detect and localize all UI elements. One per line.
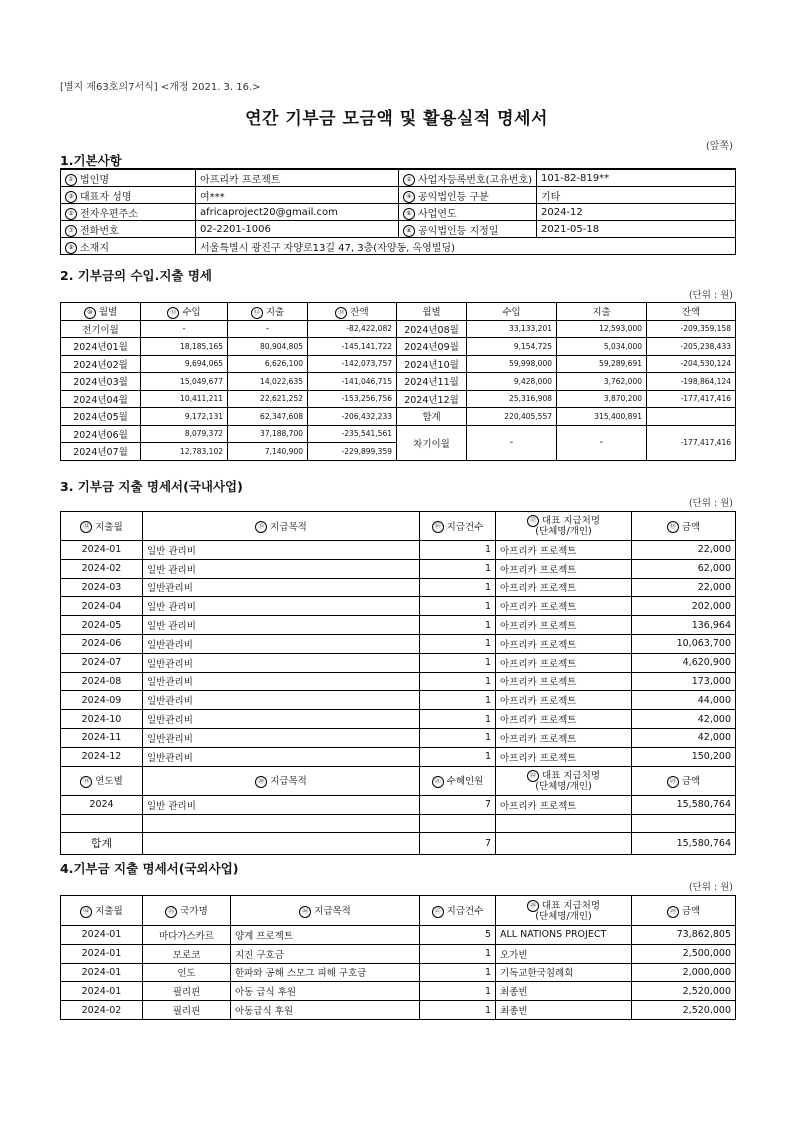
month-cell: 2024-10 <box>61 710 143 729</box>
month-cell: 2024-09 <box>61 691 143 710</box>
yearly-payee: 아프리카 프로젝트 <box>496 795 632 814</box>
circle-num: ④ <box>403 191 415 203</box>
month-cell: 2024-01 <box>61 963 143 982</box>
col-month: 월별 <box>98 307 118 318</box>
amount-cell: 62,000 <box>632 559 736 578</box>
amount-cell: 2,000,000 <box>632 963 736 982</box>
circle-num: ㉒ <box>527 770 539 782</box>
amount-cell: 2,520,000 <box>632 982 736 1001</box>
info-value: africaproject20@gmail.com <box>196 204 399 221</box>
income-cell: 9,172,131 <box>141 408 228 426</box>
expense-cell: 12,593,000 <box>557 320 647 338</box>
circle-num: ⑭ <box>80 521 92 533</box>
count-cell: 1 <box>420 634 496 653</box>
overseas-row <box>61 963 736 982</box>
income-cell: 33,133,201 <box>467 320 557 338</box>
count-cell: 1 <box>420 653 496 672</box>
circle-num: ㉕ <box>165 906 177 918</box>
circle-num: ② <box>403 174 415 186</box>
country-cell: 필리핀 <box>143 1001 231 1020</box>
circle-num: ③ <box>65 191 77 203</box>
carry-month: 차기이월 <box>397 425 467 460</box>
income-expense-row <box>61 390 736 408</box>
overseas-row <box>61 944 736 963</box>
income-cell: 18,185,165 <box>141 338 228 356</box>
amount-cell: 10,063,700 <box>632 634 736 653</box>
amount-cell: 202,000 <box>632 597 736 616</box>
income-cell: - <box>141 320 228 338</box>
circle-num: ⑥ <box>403 208 415 220</box>
month-cell: 2024-02 <box>61 1001 143 1020</box>
yearly-amount: 15,580,764 <box>632 795 736 814</box>
income-cell: 9,428,000 <box>467 373 557 391</box>
total-amount: 15,580,764 <box>632 832 736 854</box>
info-label <box>61 187 196 204</box>
overseas-expense-table <box>60 895 736 1020</box>
basic-info-row <box>61 187 736 204</box>
domestic-row <box>61 616 736 635</box>
info-label-text: 대표자 성명 <box>80 191 132 203</box>
count-cell: 1 <box>420 559 496 578</box>
purpose-cell: 아동 급식 후원 <box>231 982 420 1001</box>
circle-num: ⑫ <box>251 307 263 319</box>
purpose-cell: 일반관리비 <box>143 634 420 653</box>
circle-num: ⑩ <box>84 307 96 319</box>
month-cell: 2024년08월 <box>397 320 467 338</box>
blank-row <box>61 814 736 832</box>
info-value: 2021-05-18 <box>537 221 736 238</box>
purpose-cell: 일반관리비 <box>143 578 420 597</box>
col-income: 수입 <box>182 307 201 318</box>
payee-cell: 아프리카 프로젝트 <box>496 653 632 672</box>
overseas-row <box>61 1001 736 1020</box>
country-cell: 인도 <box>143 963 231 982</box>
count-cell: 1 <box>420 691 496 710</box>
section2-unit: (단위 : 원) <box>688 290 733 301</box>
balance-cell: -209,359,158 <box>647 320 736 338</box>
payee-cell: 오가빈 <box>496 944 632 963</box>
month-cell: 2024-01 <box>61 926 143 945</box>
month-cell: 2024-01 <box>61 944 143 963</box>
payee-cell: 아프리카 프로젝트 <box>496 616 632 635</box>
circle-num: ㉓ <box>667 776 679 788</box>
info-label <box>61 169 196 187</box>
expense-cell: 59,289,691 <box>557 355 647 373</box>
balance-cell <box>647 408 736 426</box>
form-note: [별지 제63호의7서식] <개정 2021. 3. 16.> <box>60 82 261 93</box>
payee-cell: 최종빈 <box>496 1001 632 1020</box>
month-cell: 2024-07 <box>61 653 143 672</box>
document-title: 연간 기부금 모금액 및 활용실적 명세서 <box>245 109 548 129</box>
month-cell: 2024년11월 <box>397 373 467 391</box>
col-payee-sub: (단체명/개인) <box>535 910 592 922</box>
domestic-row <box>61 691 736 710</box>
domestic-row <box>61 559 736 578</box>
section3-unit: (단위 : 원) <box>688 498 733 509</box>
basic-info-row <box>61 204 736 221</box>
domestic-row <box>61 597 736 616</box>
amount-cell: 136,964 <box>632 616 736 635</box>
income-cell: 9,694,065 <box>141 355 228 373</box>
col-count: 지급건수 <box>446 906 484 918</box>
yearly-row <box>61 795 736 814</box>
income-expense-row <box>61 373 736 391</box>
payee-cell: 아프리카 프로젝트 <box>496 691 632 710</box>
col-payee: 대표 지급처명 <box>541 515 601 527</box>
section1-title: 1.기본사항 <box>60 153 122 168</box>
count-cell: 1 <box>420 728 496 747</box>
income-cell: 59,998,000 <box>467 355 557 373</box>
col-count: 지급건수 <box>446 521 484 533</box>
domestic-row <box>61 541 736 560</box>
income-expense-row <box>61 408 736 426</box>
month-cell: 2024년04월 <box>61 390 141 408</box>
col-purpose: 지급목적 <box>270 521 307 533</box>
info-label <box>399 221 537 238</box>
balance-cell: -205,238,433 <box>647 338 736 356</box>
info-value: 아프리카 프로젝트 <box>196 169 399 187</box>
purpose-cell: 일반 관리비 <box>143 616 420 635</box>
purpose-cell: 일반 관리비 <box>143 541 420 560</box>
section2-title: 2. 기부금의 수입.지출 명세 <box>60 268 213 283</box>
info-value: 101-82-819** <box>537 169 736 187</box>
expense-cell: 62,347,608 <box>228 408 308 426</box>
month-cell: 2024-08 <box>61 672 143 691</box>
info-label-text: 사업자등록번호(고유번호) <box>418 174 533 186</box>
count-cell: 1 <box>420 616 496 635</box>
count-cell: 1 <box>420 982 496 1001</box>
country-cell: 필리핀 <box>143 982 231 1001</box>
month-cell: 2024-12 <box>61 747 143 766</box>
info-label-text: 공익법인등 지정일 <box>418 225 499 237</box>
expense-cell: 37,188,700 <box>228 425 308 443</box>
address-value: 서울특별시 광진구 자양로13길 47, 3층(자양동, 옥영빌딩) <box>196 238 736 255</box>
purpose-cell: 일반관리비 <box>143 653 420 672</box>
info-label-text: 소재지 <box>80 242 109 254</box>
col-amount: 금액 <box>681 521 701 533</box>
month-cell: 2024-02 <box>61 559 143 578</box>
circle-num: ⑰ <box>527 515 539 527</box>
count-cell: 1 <box>420 963 496 982</box>
expense-cell: 14,022,635 <box>228 373 308 391</box>
count-cell: 1 <box>420 672 496 691</box>
balance-cell: -177,417,416 <box>647 390 736 408</box>
section3-title: 3. 기부금 지출 명세서(국내사업) <box>60 479 243 494</box>
month-cell: 2024년06월 <box>61 425 141 443</box>
purpose-cell: 일반관리비 <box>143 691 420 710</box>
overseas-header <box>61 896 736 926</box>
balance-cell: -198,864,124 <box>647 373 736 391</box>
amount-cell: 4,620,900 <box>632 653 736 672</box>
col-month-2: 월별 <box>397 303 467 321</box>
balance-cell: -204,530,124 <box>647 355 736 373</box>
balance-cell: -153,256,756 <box>308 390 397 408</box>
payee-cell: ALL NATIONS PROJECT <box>496 926 632 945</box>
expense-cell: 22,621,252 <box>228 390 308 408</box>
col-payee-sub: (단체명/개인) <box>535 526 592 537</box>
info-label <box>61 221 196 238</box>
circle-num: ⑦ <box>65 225 77 237</box>
info-value: 2024-12 <box>537 204 736 221</box>
circle-num: ① <box>65 174 77 186</box>
domestic-header <box>61 512 736 541</box>
domestic-row <box>61 634 736 653</box>
info-value: 기타 <box>537 187 736 204</box>
count-cell: 1 <box>420 578 496 597</box>
col-purpose: 지급목적 <box>314 906 351 918</box>
payee-cell: 아프리카 프로젝트 <box>496 578 632 597</box>
income-expense-row <box>61 338 736 356</box>
amount-cell: 150,200 <box>632 747 736 766</box>
expense-cell: - <box>228 320 308 338</box>
circle-num: ㉙ <box>667 906 679 918</box>
income-cell: 15,049,677 <box>141 373 228 391</box>
amount-cell: 2,520,000 <box>632 1001 736 1020</box>
expense-cell: 315,400,891 <box>557 408 647 426</box>
month-cell: 2024-06 <box>61 634 143 653</box>
payee-cell: 아프리카 프로젝트 <box>496 728 632 747</box>
basic-info-row <box>61 221 736 238</box>
balance-cell: -206,432,233 <box>308 408 397 426</box>
circle-num: ㉘ <box>527 900 539 912</box>
domestic-row <box>61 710 736 729</box>
count-cell: 5 <box>420 926 496 945</box>
info-label <box>399 187 537 204</box>
overseas-row <box>61 926 736 945</box>
purpose-cell: 양계 프로젝트 <box>231 926 420 945</box>
income-cell: 12,783,102 <box>141 443 228 461</box>
expense-cell: 80,904,805 <box>228 338 308 356</box>
circle-num: ⑨ <box>65 242 77 254</box>
info-label-text: 공익법인등 구분 <box>418 191 489 203</box>
count-cell: 1 <box>420 1001 496 1020</box>
count-cell: 1 <box>420 597 496 616</box>
month-cell: 2024년02월 <box>61 355 141 373</box>
income-cell: 9,154,725 <box>467 338 557 356</box>
amount-cell: 22,000 <box>632 578 736 597</box>
carry-balance: -177,417,416 <box>647 425 736 460</box>
purpose-cell: 한파와 공해 스모그 피해 구호금 <box>231 963 420 982</box>
payee-cell: 최종빈 <box>496 982 632 1001</box>
col-month: 지출월 <box>95 521 123 533</box>
purpose-cell: 지진 구호금 <box>231 944 420 963</box>
circle-num: ⑤ <box>65 208 77 220</box>
balance-cell: -141,046,715 <box>308 373 397 391</box>
amount-cell: 44,000 <box>632 691 736 710</box>
income-cell: 25,316,908 <box>467 390 557 408</box>
income-expense-row <box>61 320 736 338</box>
amount-cell: 42,000 <box>632 710 736 729</box>
circle-num: ⑲ <box>80 776 92 788</box>
col-income-2: 수입 <box>467 303 557 321</box>
col-year: 연도별 <box>95 776 123 788</box>
month-cell: 2024-03 <box>61 578 143 597</box>
col-month: 지출월 <box>95 906 123 918</box>
circle-num: ⑧ <box>403 225 415 237</box>
month-cell: 2024-01 <box>61 982 143 1001</box>
carry-income: - <box>467 425 557 460</box>
info-label <box>399 204 537 221</box>
circle-num: ㉑ <box>432 776 444 788</box>
basic-info-row <box>61 169 736 187</box>
circle-num: ㉗ <box>432 906 444 918</box>
info-label <box>61 238 196 255</box>
info-label <box>61 204 196 221</box>
carry-expense: - <box>557 425 647 460</box>
income-expense-header <box>61 303 736 321</box>
section4-title: 4.기부금 지출 명세서(국외사업) <box>60 861 239 876</box>
income-expense-row <box>61 425 736 443</box>
balance-cell: -229,899,359 <box>308 443 397 461</box>
info-label-text: 법인명 <box>80 174 109 186</box>
count-cell: 1 <box>420 710 496 729</box>
info-label-text: 사업연도 <box>418 208 457 220</box>
payee-cell: 아프리카 프로젝트 <box>496 710 632 729</box>
circle-num: ⑱ <box>667 521 679 533</box>
purpose-cell: 일반관리비 <box>143 672 420 691</box>
yearly-count: 7 <box>420 795 496 814</box>
purpose-cell: 아동급식 후원 <box>231 1001 420 1020</box>
address-row <box>61 238 736 255</box>
payee-cell: 아프리카 프로젝트 <box>496 634 632 653</box>
payee-cell: 아프리카 프로젝트 <box>496 672 632 691</box>
month-cell: 합계 <box>397 408 467 426</box>
basic-info-table <box>60 168 736 255</box>
domestic-row <box>61 672 736 691</box>
purpose-cell: 일반관리비 <box>143 710 420 729</box>
col-payee: 대표 지급처명 <box>541 770 601 782</box>
yearly-purpose: 일반 관리비 <box>143 795 420 814</box>
col-beneficiaries: 수혜인원 <box>446 776 484 788</box>
col-country: 국가명 <box>180 906 208 918</box>
income-cell: 220,405,557 <box>467 408 557 426</box>
domestic-expense-table <box>60 511 736 855</box>
expense-cell: 3,870,200 <box>557 390 647 408</box>
country-cell: 마다가스카르 <box>143 926 231 945</box>
total-row <box>61 832 736 854</box>
circle-num: ㉔ <box>80 906 92 918</box>
month-cell: 2024-04 <box>61 597 143 616</box>
expense-cell: 5,034,000 <box>557 338 647 356</box>
col-expense-2: 지출 <box>557 303 647 321</box>
col-balance-2: 잔액 <box>647 303 736 321</box>
yearly-year: 2024 <box>61 795 143 814</box>
circle-num: ⑪ <box>167 307 179 319</box>
page-side: (앞쪽) <box>705 141 733 152</box>
amount-cell: 73,862,805 <box>632 926 736 945</box>
payee-cell: 아프리카 프로젝트 <box>496 559 632 578</box>
purpose-cell: 일반관리비 <box>143 728 420 747</box>
circle-num: ⑬ <box>335 307 347 319</box>
total-label: 합계 <box>61 832 143 854</box>
circle-num: ⑮ <box>255 521 267 533</box>
expense-cell: 7,140,900 <box>228 443 308 461</box>
month-cell: 2024-05 <box>61 616 143 635</box>
income-cell: 10,411,211 <box>141 390 228 408</box>
info-label-text: 전자우편주소 <box>80 208 138 220</box>
amount-cell: 22,000 <box>632 541 736 560</box>
col-payee: 대표 지급처명 <box>541 900 601 911</box>
month-cell: 2024년09월 <box>397 338 467 356</box>
domestic-row <box>61 578 736 597</box>
payee-cell: 아프리카 프로젝트 <box>496 597 632 616</box>
purpose-cell: 일반 관리비 <box>143 559 420 578</box>
purpose-cell: 일반관리비 <box>143 747 420 766</box>
info-label-text: 전화번호 <box>80 225 119 237</box>
month-cell: 2024년03월 <box>61 373 141 391</box>
domestic-row <box>61 728 736 747</box>
col-balance: 잔액 <box>350 307 369 318</box>
purpose-cell: 일반 관리비 <box>143 597 420 616</box>
info-value: 02-2201-1006 <box>196 221 399 238</box>
month-cell: 2024-11 <box>61 728 143 747</box>
col-amount: 금액 <box>681 906 701 918</box>
balance-cell: -142,073,757 <box>308 355 397 373</box>
balance-cell: -145,141,722 <box>308 338 397 356</box>
month-cell: 전기이월 <box>61 320 141 338</box>
country-cell: 모로코 <box>143 944 231 963</box>
amount-cell: 173,000 <box>632 672 736 691</box>
expense-cell: 3,762,000 <box>557 373 647 391</box>
count-cell: 1 <box>420 747 496 766</box>
balance-cell: -82,422,082 <box>308 320 397 338</box>
month-cell: 2024년10월 <box>397 355 467 373</box>
overseas-row <box>61 982 736 1001</box>
domestic-row <box>61 653 736 672</box>
amount-cell: 42,000 <box>632 728 736 747</box>
payee-cell: 기독교한국침례회 <box>496 963 632 982</box>
col-purpose: 지급목적 <box>270 776 307 788</box>
month-cell: 2024-01 <box>61 541 143 560</box>
info-value: 여*** <box>196 187 399 204</box>
info-label <box>399 169 537 187</box>
amount-cell: 2,500,000 <box>632 944 736 963</box>
section4-unit: (단위 : 원) <box>688 882 733 893</box>
payee-cell: 아프리카 프로젝트 <box>496 747 632 766</box>
balance-cell: -235,541,561 <box>308 425 397 443</box>
month-cell: 2024년07월 <box>61 443 141 461</box>
payee-cell: 아프리카 프로젝트 <box>496 541 632 560</box>
circle-num: ⑯ <box>432 521 444 533</box>
count-cell: 1 <box>420 541 496 560</box>
col-payee-sub: (단체명/개인) <box>535 780 592 792</box>
count-cell: 1 <box>420 944 496 963</box>
domestic-row <box>61 747 736 766</box>
circle-num: ㉖ <box>299 906 311 918</box>
income-cell: 8,079,372 <box>141 425 228 443</box>
col-expense: 지출 <box>265 307 285 318</box>
income-expense-row <box>61 355 736 373</box>
expense-cell: 6,626,100 <box>228 355 308 373</box>
income-expense-table <box>60 302 736 461</box>
month-cell: 2024년12월 <box>397 390 467 408</box>
total-count: 7 <box>420 832 496 854</box>
col-amount: 금액 <box>681 776 701 788</box>
month-cell: 2024년01월 <box>61 338 141 356</box>
circle-num: ⑳ <box>255 776 267 788</box>
month-cell: 2024년05월 <box>61 408 141 426</box>
yearly-header <box>61 766 736 795</box>
